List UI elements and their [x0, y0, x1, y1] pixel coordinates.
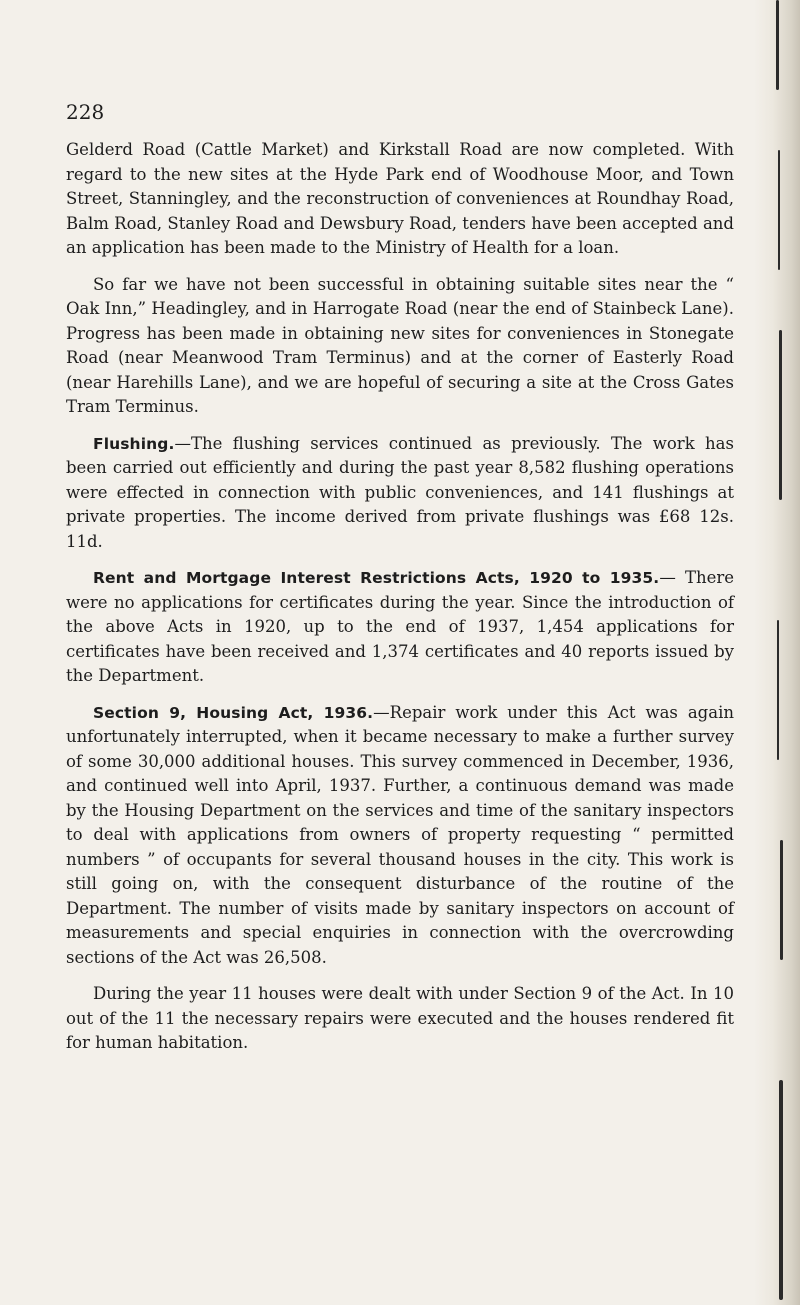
paragraph-conveniences-completed — [66, 138, 734, 261]
page-number: 228 — [66, 100, 105, 124]
edge-mark — [778, 150, 780, 270]
paragraph-rent-restrictions — [66, 566, 734, 689]
edge-mark — [776, 0, 779, 90]
paragraph-text: During the year 11 houses were dealt with under Section 9 of the Act. In 10 out of the 11 the necessary repairs were executed and the houses rendered fit for human habitation. — [66, 984, 734, 1052]
edge-mark — [780, 840, 783, 960]
section-heading-flushing: Flushing. — [93, 434, 175, 453]
paragraph-sites — [66, 273, 734, 420]
binding-edge-shadow — [754, 0, 800, 1305]
section-heading-rent-restrictions: Rent and Mortgage Interest Restrictions Acts, 1920 to 1935. — [93, 569, 660, 587]
paragraph-text: So far we have not been successful in obtaining suitable sites near the “ Oak Inn,” Headingley, and in Harrogate Road (near the end of Stainbeck Lane). Progress has been made in obtaining new sites for conveniences in Stonegate Road (near Meanwood Tram Terminus) and at the corner of Easterly Road (near Harehills Lane), and we are hopeful of securing a site at the Cross Gates Tram Terminus. — [66, 274, 734, 416]
paragraph-houses-dealt — [66, 982, 734, 1056]
section-heading-housing-act: Section 9, Housing Act, 1936. — [93, 703, 374, 722]
paragraph-text: — There were no applications for certificates during the year. Since the introduction of the above Acts in 1920, up to the end of 1937, 1,454 applications for certificates have been received and 1,374 certificates and 40 reports issued by the Department. — [66, 568, 735, 685]
edge-mark — [777, 620, 779, 760]
paragraph-flushing — [66, 432, 734, 555]
paragraph-text: Gelderd Road (Cattle Market) and Kirkstall Road are now completed. With regard to the new sites at the Hyde Park end of Woodhouse Moor, and Town Street, Stanningley, and the reconstruction of conveniences at Roundhay Road, Balm Road, Stanley Road and Dewsbury Road, tenders have been accepted and an application has been made to the Ministry of Health for a loan. — [66, 140, 734, 257]
paragraph-housing-act — [66, 701, 734, 971]
document-body — [66, 138, 734, 1068]
edge-mark — [779, 330, 782, 500]
paragraph-text: —Repair work under this Act was again unfortunately interrupted, when it became necessary to make a further survey of some 30,000 additional houses. This survey commenced in December, 1936, and continued well into April, 1937. Further, a continuous demand was made by the Housing Department on the services and time of the sanitary inspectors to deal with applications from owners of property requesting “ permitted numbers ” of occupants for several thousand houses in the city. This work is still going on, with the consequent disturbance of the routine of the Department. The number of visits made by sanitary inspectors on account of measurements and special enquiries in connection with the overcrowding sections of the Act was 26,508. — [66, 702, 734, 967]
edge-mark — [779, 1080, 783, 1300]
paragraph-text: —The flushing services continued as previously. The work has been carried out efficiently and during the past year 8,582 flushing operations were effected in connection with public conveniences, and 141 flushings at private properties. The income derived from private flushings was £68 12s. 11d. — [66, 433, 734, 551]
